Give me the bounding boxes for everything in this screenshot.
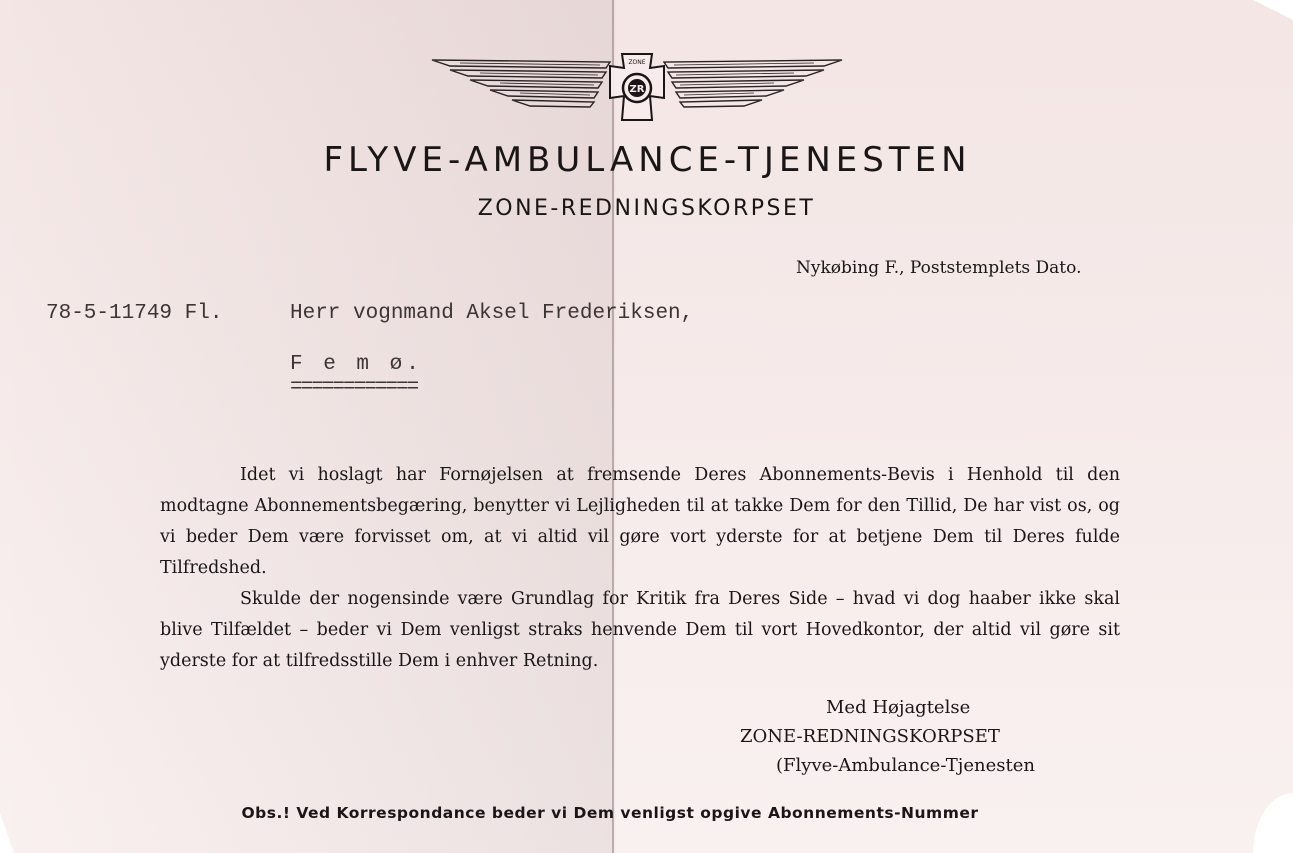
- torn-corner: [0, 813, 14, 853]
- winged-cross-emblem-icon: [430, 52, 844, 122]
- body-paragraph-1: Idet vi hoslagt har Fornøjelsen at fremsende Deres Abonnements-Bevis i Henhold til den modtagne Abonnementsbegæring, benytter vi Lejligheden til at takke Dem for den Tillid, De har vist os, og vi beder Dem være forvisset om, at vi altid vil gøre vort yderste for at betjene Dem til Deres fulde Tilfredshed.: [160, 465, 1120, 578]
- town-underline: ============: [290, 376, 418, 399]
- body-paragraph-2: Skulde der nogensinde være Grundlag for Kritik fra Deres Side – hvad vi dog haaber ikke skal blive Tilfældet – beder vi Dem venligst straks henvende Dem til vort Hovedkontor, der altid vil gøre sit yderste for at tilfredsstille Dem i enhver Retning.: [160, 589, 1120, 671]
- addressee-name: Herr vognmand Aksel Frederiksen,: [290, 302, 694, 325]
- letterhead-title: FLYVE-AMBULANCE-TJENESTEN: [323, 140, 972, 180]
- closing-greeting: Med Højagtelse: [826, 697, 971, 718]
- reference-number: 78-5-11749 Fl.: [46, 302, 223, 325]
- closing-org-sub: (Flyve-Ambulance-Tjenesten: [776, 755, 1035, 776]
- letterhead-subtitle: ZONE-REDNINGSKORPSET: [477, 196, 816, 221]
- letter-body: [160, 460, 1120, 677]
- place-date: Nykøbing F., Poststemplets Dato.: [796, 258, 1082, 278]
- svg-text:ZONE: ZONE: [628, 59, 646, 66]
- addressee-town: F e m ø.: [290, 353, 423, 376]
- paper-fold: [612, 0, 614, 853]
- closing-org: ZONE-REDNINGSKORPSET: [740, 726, 1000, 747]
- letter-closing: [740, 693, 1080, 780]
- torn-corner: [1253, 0, 1293, 20]
- svg-text:ZR: ZR: [629, 84, 645, 95]
- torn-corner: [1253, 793, 1293, 853]
- footer-note: Obs.! Ved Korrespondance beder vi Dem venligst opgive Abonnements-Nummer: [241, 804, 979, 822]
